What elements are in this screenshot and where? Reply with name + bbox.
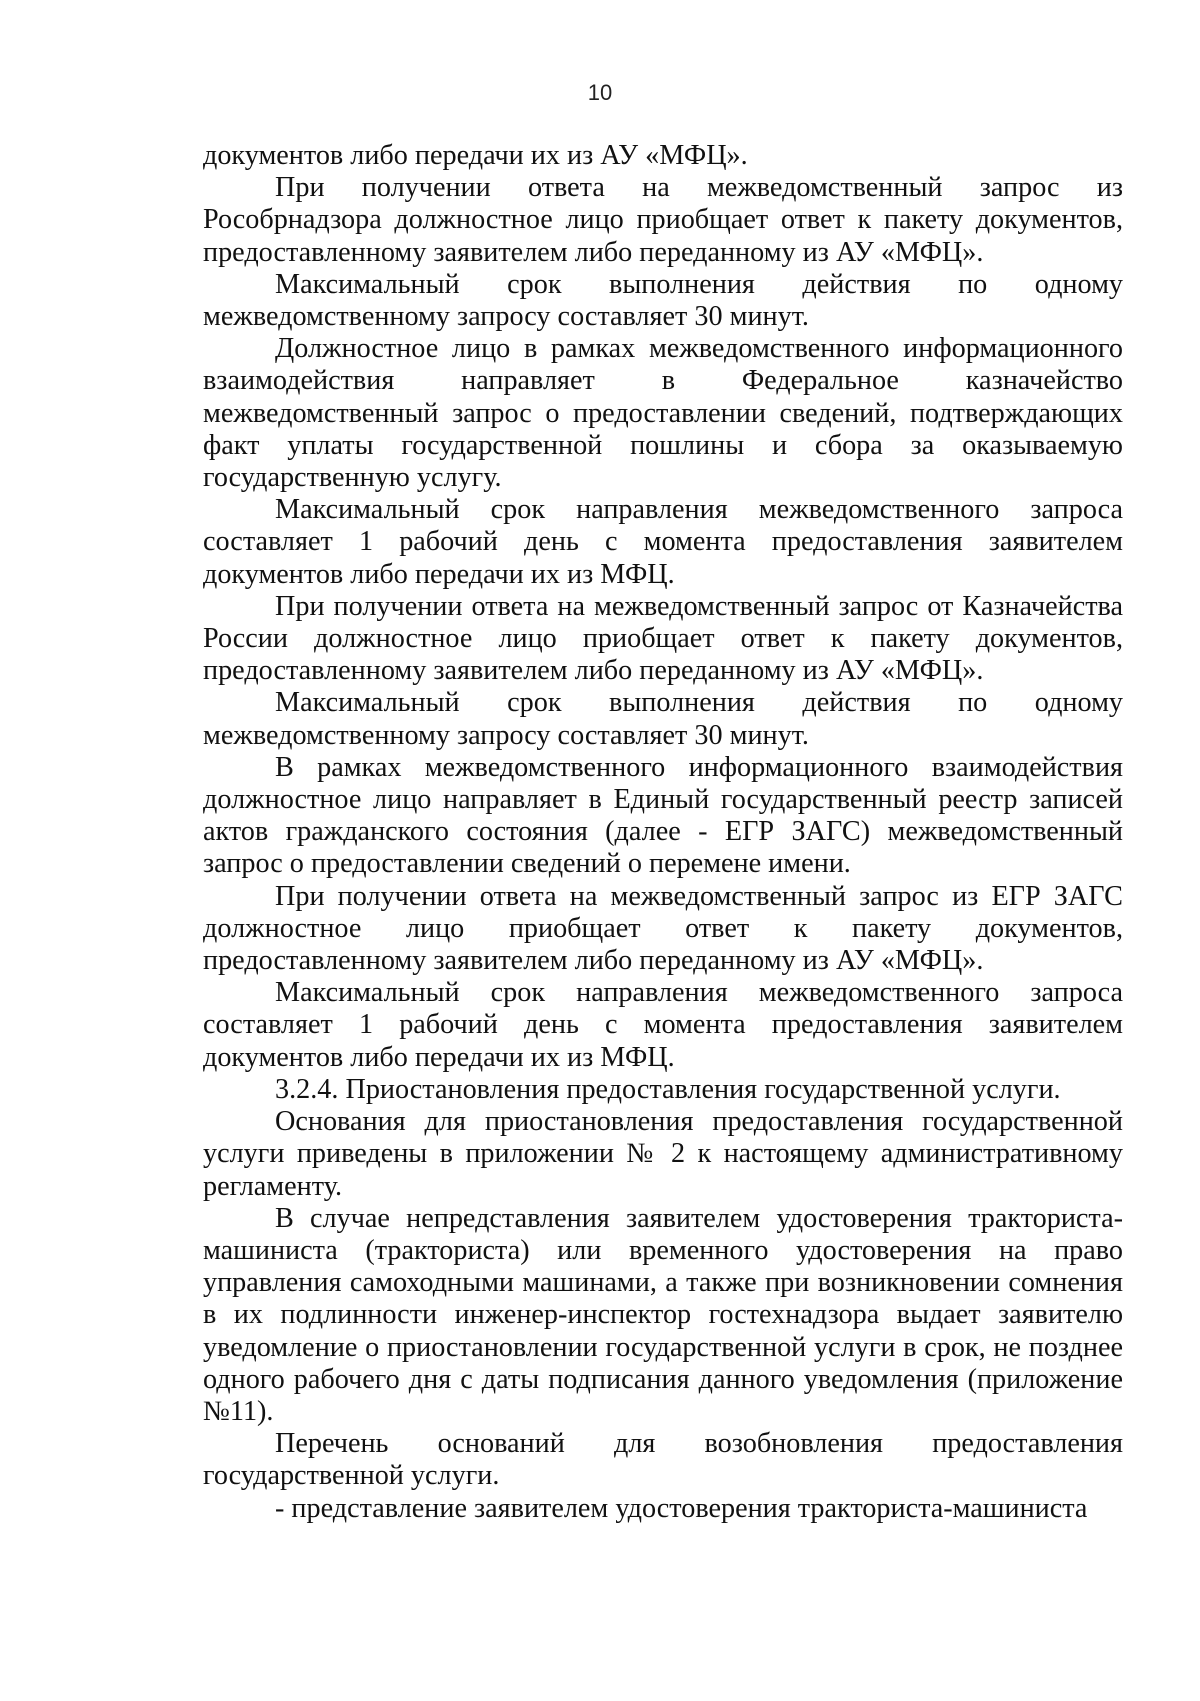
- paragraph-7: Максимальный срок выполнения действия по одному межведомственному запросу составляет 30 минут.: [203, 687, 1123, 751]
- document-body: [203, 140, 1123, 1525]
- paragraph-9: При получении ответа на межведомственный запрос из ЕГР ЗАГС должностное лицо приобщает ответ к пакету документов, предоставленному заявителем либо переданному из АУ «МФЦ».: [203, 880, 1123, 977]
- paragraph-2: При получении ответа на межведомственный запрос из Рособрнадзора должностное лицо приобщает ответ к пакету документов, предоставленному заявителем либо переданному из АУ «МФЦ».: [203, 172, 1123, 268]
- section-heading-3-2-4: 3.2.4. Приостановления предоставления государственной услуги.: [275, 1073, 1061, 1105]
- paragraph-12: Основания для приостановления предоставления государственной услуги приведены в приложении № 2 к настоящему административному регламенту.: [203, 1106, 1123, 1202]
- paragraph-10: Максимальный срок направления межведомственного запроса составляет 1 рабочий день с момента предоставления заявителем документов либо передачи их из МФЦ.: [203, 977, 1123, 1073]
- paragraph-13: В случае непредставления заявителем удостоверения тракториста-машиниста (тракториста) или временного удостоверения на право управления самоходными машинами, а также при возникновении сомнения в их подлинности инженер-инспектор гостехнадзора выдает заявителю уведомление о приостановлении государственной услуги в срок, не позднее одного рабочего дня с даты подписания данного уведомления (приложение №11).: [203, 1202, 1123, 1427]
- paragraph-5: Максимальный срок направления межведомственного запроса составляет 1 рабочий день с момента предоставления заявителем документов либо передачи их из МФЦ.: [203, 494, 1123, 590]
- page-number: 10: [587, 80, 613, 105]
- paragraph-14: Перечень оснований для возобновления предоставления государственной услуги.: [203, 1428, 1123, 1492]
- paragraph-15: - представление заявителем удостоверения тракториста-машиниста: [275, 1492, 1088, 1524]
- paragraph-6: При получении ответа на межведомственный запрос от Казначейства России должностное лицо приобщает ответ к пакету документов, предоставленному заявителем либо переданному из АУ «МФЦ».: [203, 590, 1123, 687]
- paragraph-8: В рамках межведомственного информационного взаимодействия должностное лицо направляет в Единый государственный реестр записей актов гражданского состояния (далее - ЕГР ЗАГС) межведомственный запрос о предоставлении сведений о перемене имени.: [203, 751, 1123, 880]
- paragraph-1: документов либо передачи их из АУ «МФЦ».: [203, 140, 748, 171]
- paragraph-3: Максимальный срок выполнения действия по одному межведомственному запросу составляет 30 минут.: [203, 268, 1123, 333]
- paragraph-4: Должностное лицо в рамках межведомственного информационного взаимодействия направляет в Федеральное казначейство межведомственный запрос о предоставлении сведений, подтверждающих факт уплаты государственной пошлины и сбора за оказываемую государственную услугу.: [203, 333, 1123, 494]
